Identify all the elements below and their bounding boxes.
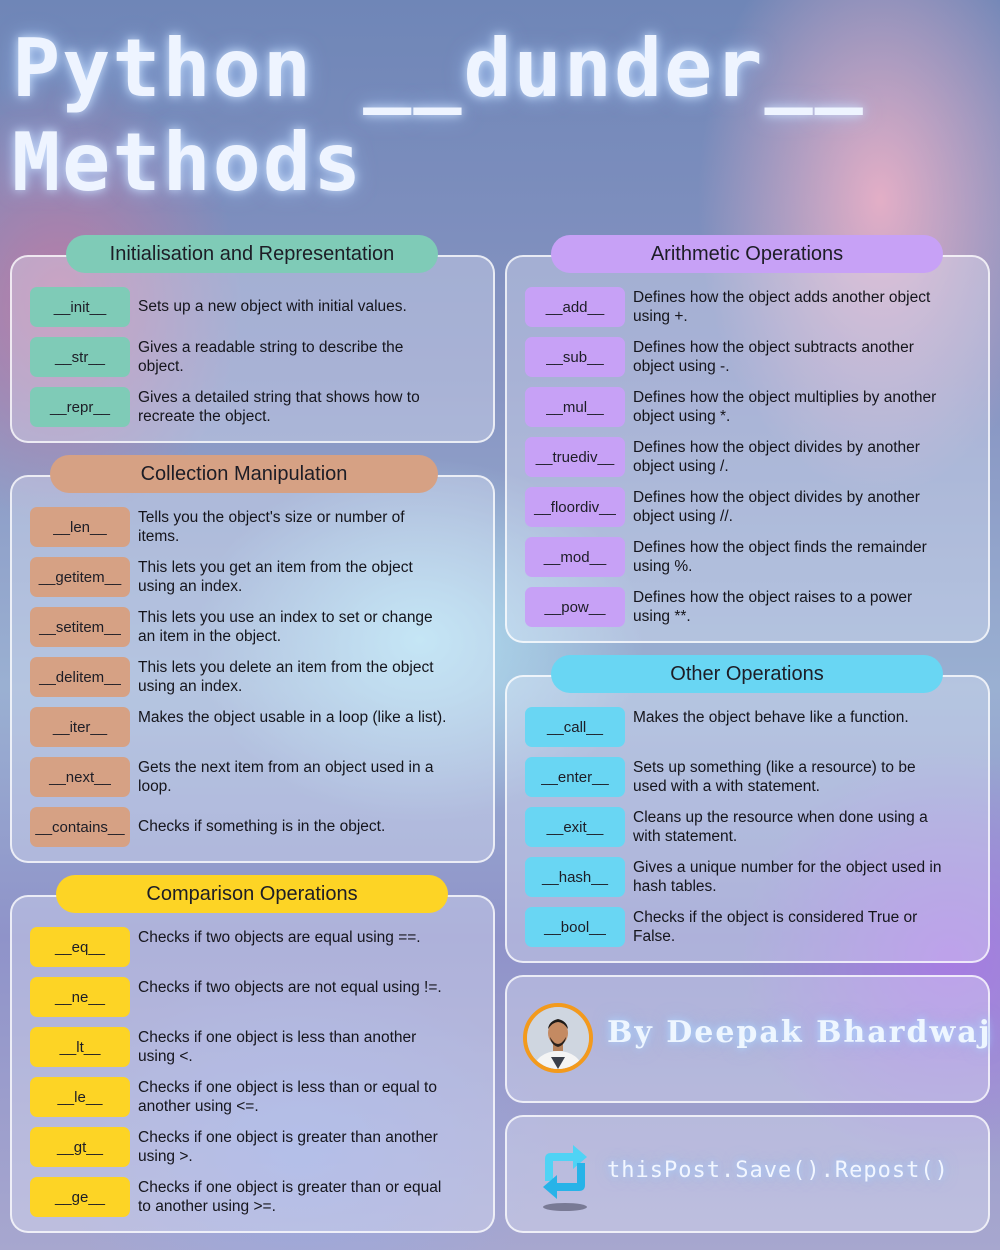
method-tag: __sub__: [525, 337, 625, 377]
method-description: Checks if something is in the object.: [138, 818, 386, 835]
method-tag: __lt__: [30, 1027, 130, 1067]
method-description: Gets the next item from an object used in a loop.: [138, 759, 434, 795]
heading-other: Other Operations: [551, 655, 943, 693]
method-tag: __floordiv__: [525, 487, 625, 527]
method-tag: __enter__: [525, 757, 625, 797]
heading-comparison: Comparison Operations: [56, 875, 448, 913]
method-tag: __bool__: [525, 907, 625, 947]
footer-slogan: thisPost.Save().Repost(): [607, 1158, 949, 1183]
method-tag: __call__: [525, 707, 625, 747]
method-description: This lets you get an item from the object using an index.: [138, 559, 413, 595]
method-description: Sets up something (like a resource) to be used with a with statement.: [633, 759, 916, 795]
heading-initialisation: Initialisation and Representation: [66, 235, 438, 273]
method-tag: __hash__: [525, 857, 625, 897]
method-description: Checks if one object is greater than another using >.: [138, 1129, 438, 1165]
method-description: Checks if one object is greater than or equal to another using >=.: [138, 1179, 442, 1215]
method-tag: __mul__: [525, 387, 625, 427]
method-description: Defines how the object raises to a power using **.: [633, 589, 913, 625]
heading-arithmetic: Arithmetic Operations: [551, 235, 943, 273]
method-tag: __truediv__: [525, 437, 625, 477]
method-description: Checks if two objects are equal using ==.: [138, 929, 421, 946]
panel-comparison: [10, 895, 495, 1233]
method-description: Sets up a new object with initial values.: [138, 298, 407, 315]
person-avatar-icon: [523, 1003, 593, 1073]
method-description: Gives a readable string to describe the object.: [138, 339, 404, 375]
method-tag: __le__: [30, 1077, 130, 1117]
method-tag: __next__: [30, 757, 130, 797]
panel-arithmetic: [505, 255, 990, 643]
method-tag: __pow__: [525, 587, 625, 627]
method-description: This lets you delete an item from the object using an index.: [138, 659, 434, 695]
method-tag: __exit__: [525, 807, 625, 847]
method-tag: __mod__: [525, 537, 625, 577]
method-tag: __delitem__: [30, 657, 130, 697]
panel-initialisation: [10, 255, 495, 443]
method-tag: __setitem__: [30, 607, 130, 647]
panel-collection: [10, 475, 495, 863]
method-tag: __iter__: [30, 707, 130, 747]
method-tag: __init__: [30, 287, 130, 327]
method-tag: __gt__: [30, 1127, 130, 1167]
method-description: This lets you use an index to set or change an item in the object.: [138, 609, 433, 645]
method-description: Gives a unique number for the object used in hash tables.: [633, 859, 942, 895]
method-description: Makes the object usable in a loop (like a list).: [138, 709, 447, 726]
method-tag: __add__: [525, 287, 625, 327]
method-tag: __contains__: [30, 807, 130, 847]
method-description: Defines how the object finds the remainder using %.: [633, 539, 927, 575]
method-tag: __str__: [30, 337, 130, 377]
method-tag: __ne__: [30, 977, 130, 1017]
author-card: [505, 975, 990, 1103]
method-description: Defines how the object adds another object using +.: [633, 289, 931, 325]
panel-other: [505, 675, 990, 963]
page-title: [12, 22, 865, 210]
heading-collection: Collection Manipulation: [50, 455, 438, 493]
method-description: Cleans up the resource when done using a with statement.: [633, 809, 928, 845]
method-description: Checks if one object is less than another using <.: [138, 1029, 417, 1065]
title-line-1: Python __dunder__: [12, 22, 865, 115]
title-line-2: Methods: [12, 116, 364, 209]
method-description: Checks if one object is less than or equal to another using <=.: [138, 1079, 437, 1115]
method-description: Defines how the object subtracts another object using -.: [633, 339, 914, 375]
method-tag: __len__: [30, 507, 130, 547]
method-tag: __repr__: [30, 387, 130, 427]
method-description: Checks if two objects are not equal using !=.: [138, 979, 442, 996]
method-description: Tells you the object's size or number of items.: [138, 509, 405, 545]
method-tag: __ge__: [30, 1177, 130, 1217]
method-description: Defines how the object multiplies by another object using *.: [633, 389, 937, 425]
footer-card: [505, 1115, 990, 1233]
method-description: Gives a detailed string that shows how to recreate the object.: [138, 389, 420, 425]
repost-icon: [533, 1141, 597, 1213]
author-name: By Deepak Bhardwaj: [607, 1015, 992, 1050]
method-tag: __getitem__: [30, 557, 130, 597]
method-description: Defines how the object divides by another object using //.: [633, 489, 920, 525]
method-description: Checks if the object is considered True or False.: [633, 909, 918, 945]
method-tag: __eq__: [30, 927, 130, 967]
method-description: Makes the object behave like a function.: [633, 709, 909, 726]
method-description: Defines how the object divides by another object using /.: [633, 439, 920, 475]
